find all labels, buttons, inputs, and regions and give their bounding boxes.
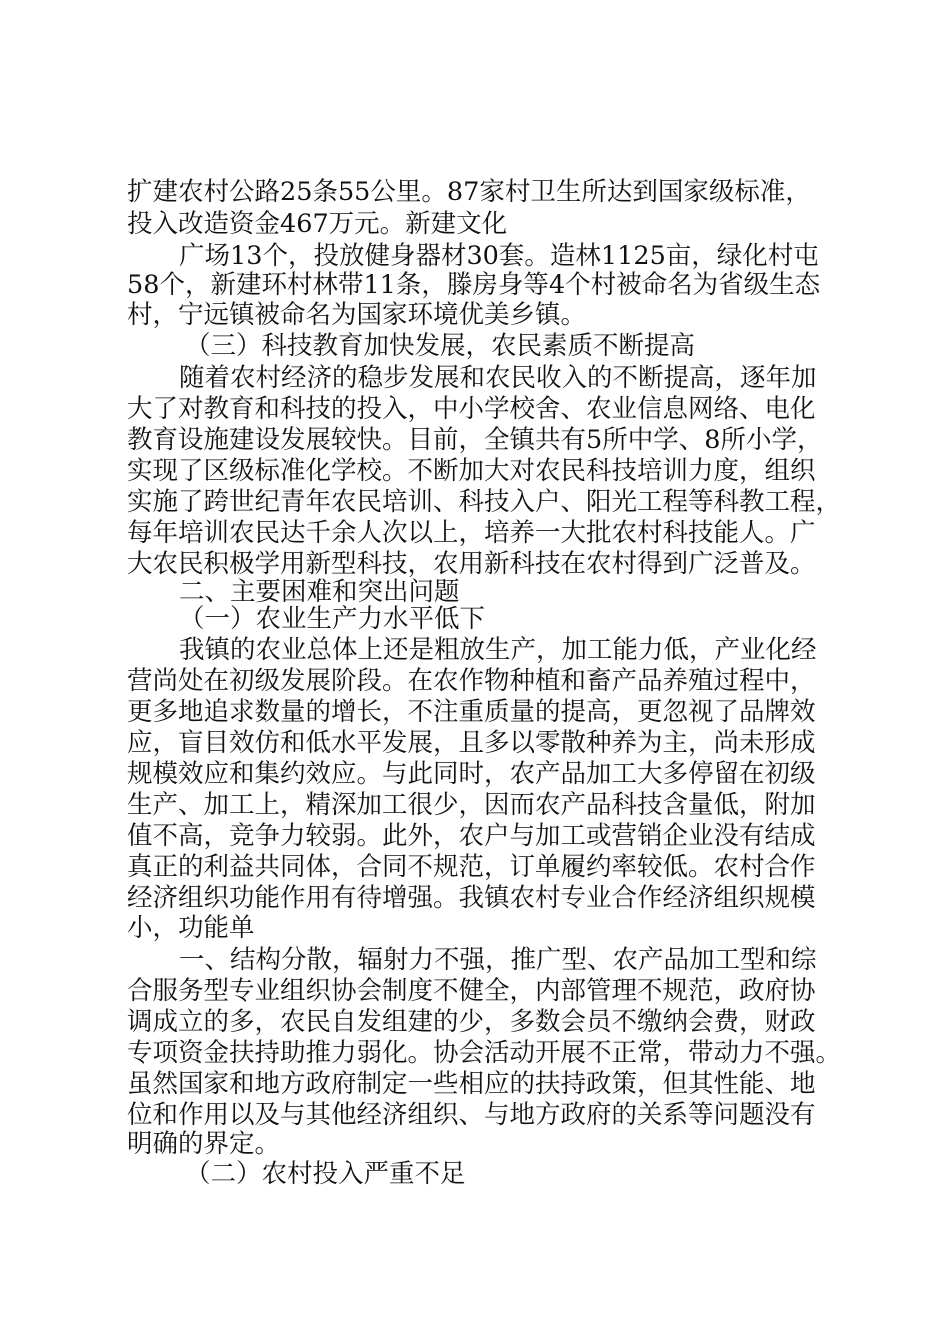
paragraph-line: 营尚处在初级发展阶段。在农作物种植和畜产品养殖过程中，	[127, 666, 816, 696]
paragraph-line: 小，功能单	[127, 913, 255, 943]
paragraph-line: 明确的界定。	[127, 1129, 281, 1159]
section-heading: （二）农村投入严重不足	[185, 1159, 466, 1189]
paragraph-line: 教育设施建设发展较快。目前，全镇共有5所中学、8所小学，	[127, 425, 823, 455]
paragraph-line: 应，盲目效仿和低水平发展，且多以零散种养为主，尚未形成	[127, 728, 816, 758]
paragraph-line: 58个，新建环村林带11条，滕房身等4个村被命名为省级生态	[127, 270, 821, 300]
paragraph-line: 真正的利益共同体，合同不规范，订单履约率较低。农村合作	[127, 852, 816, 882]
paragraph-line: 专项资金扶持助推力弱化。协会活动开展不正常，带动力不强。	[127, 1038, 842, 1068]
paragraph-line: 位和作用以及与其他经济组织、与地方政府的关系等问题没有	[127, 1100, 816, 1130]
paragraph-line: 实现了区级标准化学校。不断加大对农民科技培训力度，组织	[127, 456, 816, 486]
paragraph-line: 一、结构分散，辐射力不强，推广型、农产品加工型和综	[179, 945, 817, 975]
paragraph-line: 调成立的多，农民自发组建的少，多数会员不缴纳会费，财政	[127, 1007, 816, 1037]
paragraph-line: 每年培训农民达千余人次以上，培养一大批农村科技能人。广	[127, 518, 816, 548]
section-heading: （一）农业生产力水平低下	[179, 604, 486, 634]
paragraph-line: 扩建农村公路25条55公里。87家村卫生所达到国家级标准，	[127, 177, 811, 207]
paragraph-line: 更多地追求数量的增长，不注重质量的提高，更忽视了品牌效	[127, 697, 816, 727]
paragraph-line: 投入改造资金467万元。新建文化	[127, 209, 508, 239]
paragraph-line: 虽然国家和地方政府制定一些相应的扶持政策，但其性能、地	[127, 1069, 816, 1099]
paragraph-line: 我镇的农业总体上还是粗放生产，加工能力低，产业化经	[179, 635, 817, 665]
section-heading: 二、主要困难和突出问题	[179, 577, 460, 607]
paragraph-line: 经济组织功能作用有待增强。我镇农村专业合作经济组织规模	[127, 883, 816, 913]
paragraph-line: 合服务型专业组织协会制度不健全，内部管理不规范，政府协	[127, 976, 816, 1006]
paragraph-line: 生产、加工上，精深加工很少，因而农产品科技含量低，附加	[127, 790, 816, 820]
paragraph-line: 村，宁远镇被命名为国家环境优美乡镇。	[127, 300, 587, 330]
paragraph-line: 大了对教育和科技的投入，中小学校舍、农业信息网络、电化	[127, 394, 816, 424]
paragraph-line: 规模效应和集约效应。与此同时，农产品加工大多停留在初级	[127, 759, 816, 789]
paragraph-line: 实施了跨世纪青年农民培训、科技入户、阳光工程等科教工程，	[127, 487, 842, 517]
paragraph-line: 值不高，竞争力较弱。此外，农户与加工或营销企业没有结成	[127, 821, 816, 851]
section-heading: （三）科技教育加快发展，农民素质不断提高	[185, 331, 696, 361]
paragraph-line: 广场13个，投放健身器材30套。造林1125亩，绿化村屯	[179, 241, 819, 271]
paragraph-line: 随着农村经济的稳步发展和农民收入的不断提高，逐年加	[179, 363, 817, 393]
paragraph-line: 大农民积极学用新型科技，农用新科技在农村得到广泛普及。	[127, 549, 816, 579]
